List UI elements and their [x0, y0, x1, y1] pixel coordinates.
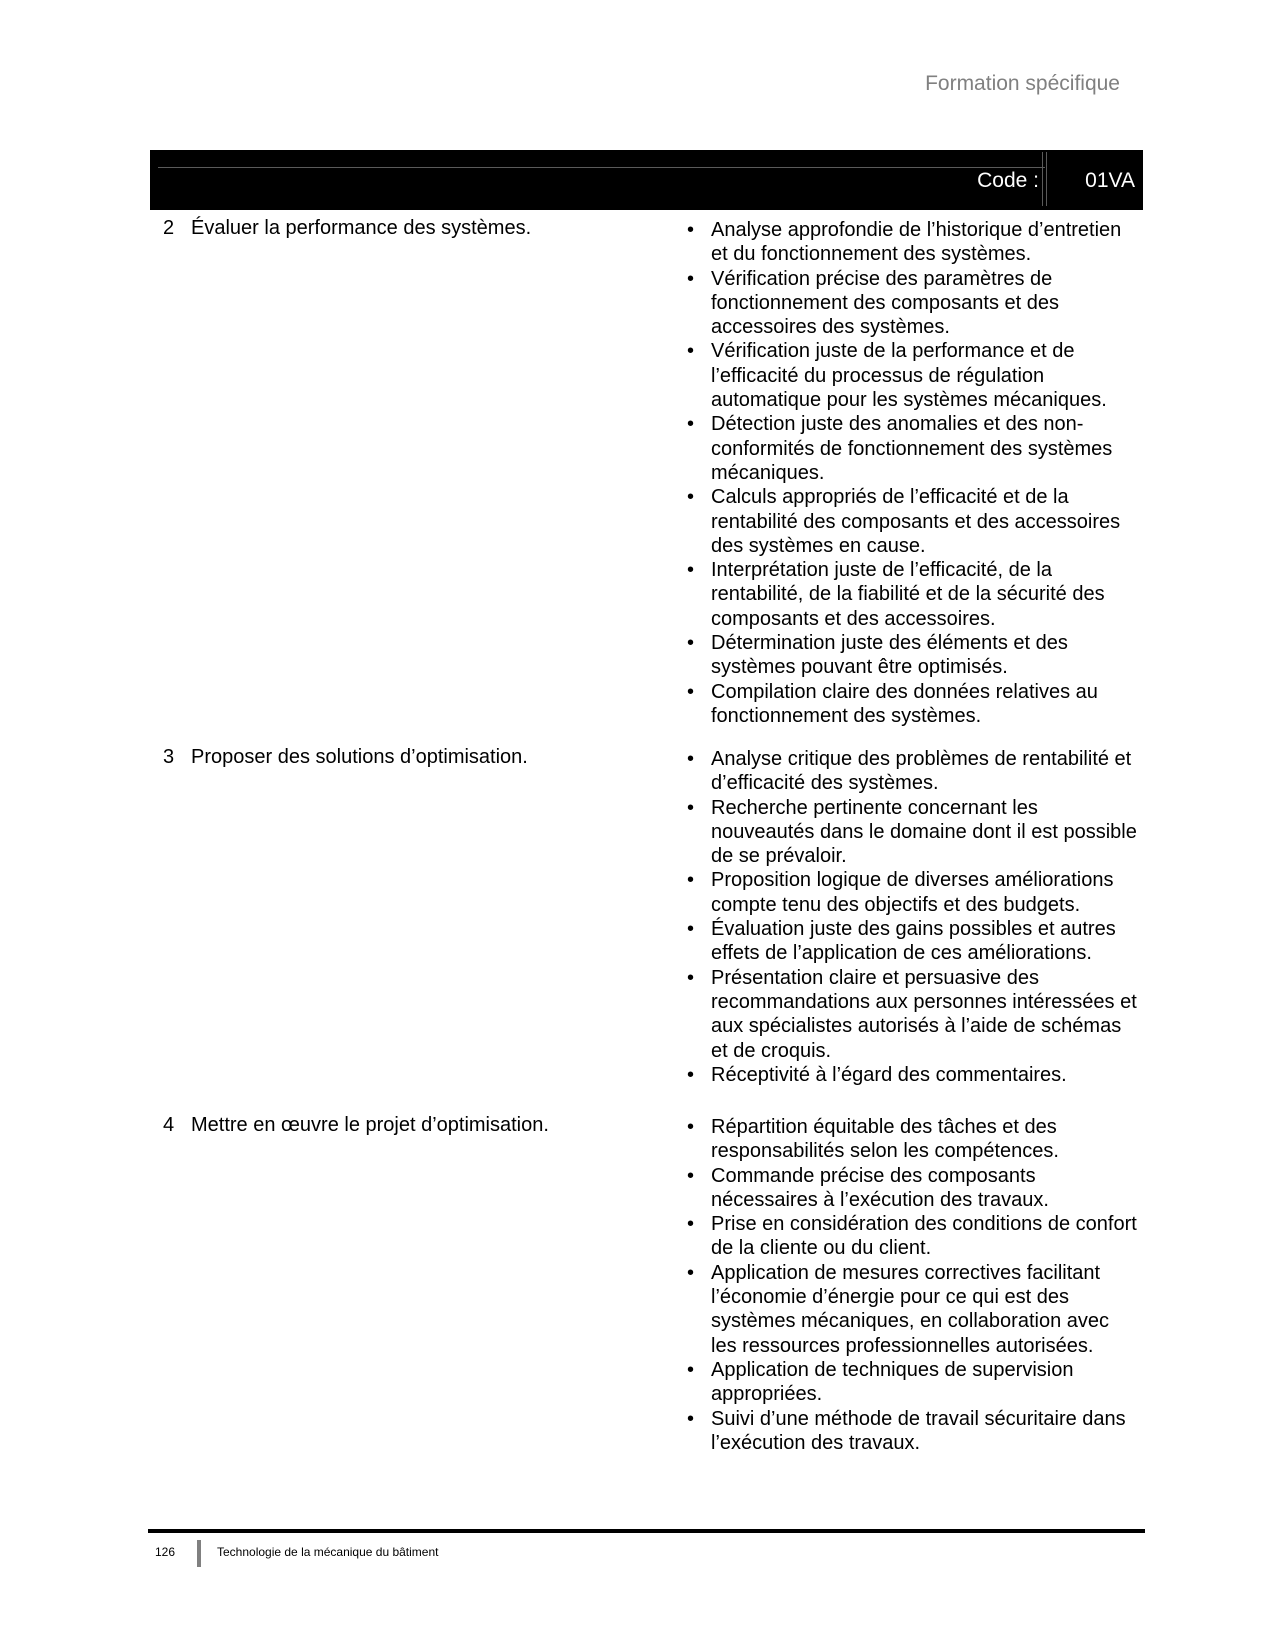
criterion-item: • Réceptivité à l’égard des commentaires.: [680, 1063, 1140, 1087]
criterion-item: • Suivi d’une méthode de travail sécuritaire dans l’exécution des travaux.: [680, 1407, 1140, 1456]
criterion-item: • Prise en considération des conditions de confort de la cliente ou du client.: [680, 1212, 1140, 1261]
criterion-item: • Détection juste des anomalies et des non-conformités de fonctionnement des systèmes mécaniques.: [680, 412, 1140, 485]
footer-rule: [148, 1529, 1145, 1533]
footer-document-title: Technologie de la mécanique du bâtiment: [217, 1545, 439, 1559]
criterion-item: • Interprétation juste de l’efficacité, de la rentabilité, de la fiabilité et de la sécurité des composants et des accessoires.: [680, 558, 1140, 631]
criterion-item: • Présentation claire et persuasive des recommandations aux personnes intéressées et aux spécialistes autorisés à l’aide de schémas et de croquis.: [680, 966, 1140, 1063]
element-number: 3: [163, 746, 175, 768]
element-label: Mettre en œuvre le projet d’optimisation.: [191, 1114, 549, 1136]
criterion-item: • Vérification précise des paramètres de fonctionnement des composants et des accessoires des systèmes.: [680, 267, 1140, 340]
element-label: Proposer des solutions d’optimisation.: [191, 746, 528, 768]
element-number: 4: [163, 1114, 175, 1136]
element-label: Évaluer la performance des systèmes.: [191, 217, 532, 239]
criterion-item: • Calculs appropriés de l’efficacité et de la rentabilité des composants et des accessoires des systèmes en cause.: [680, 485, 1140, 558]
criterion-item: • Compilation claire des données relatives au fonctionnement des systèmes.: [680, 680, 1140, 729]
element-number: 2: [163, 217, 175, 239]
criterion-item: • Recherche pertinente concernant les nouveautés dans le domaine dont il est possible de se prévaloir.: [680, 796, 1140, 869]
page-number: 126: [155, 1545, 176, 1559]
criterion-item: • Vérification juste de la performance et de l’efficacité du processus de régulation automatique pour les systèmes mécaniques.: [680, 339, 1140, 412]
code-bar-divider: [1046, 152, 1047, 206]
criterion-item: • Analyse critique des problèmes de rentabilité et d’efficacité des systèmes.: [680, 747, 1140, 796]
code-bar: [150, 150, 1143, 210]
element-title: [163, 216, 531, 240]
criterion-item: • Application de techniques de supervision appropriées.: [680, 1358, 1140, 1407]
element-title: [163, 745, 528, 769]
criterion-item: • Commande précise des composants nécessaires à l’exécution des travaux.: [680, 1164, 1140, 1213]
criterion-item: • Évaluation juste des gains possibles et autres effets de l’application de ces améliorations.: [680, 917, 1140, 966]
criterion-item: • Analyse approfondie de l’historique d’entretien et du fonctionnement des systèmes.: [680, 218, 1140, 267]
performance-criteria-list: [680, 218, 1140, 728]
code-label: Code :: [977, 169, 1039, 192]
criterion-item: • Détermination juste des éléments et des systèmes pouvant être optimisés.: [680, 631, 1140, 680]
page-header-title: Formation spécifique: [925, 72, 1120, 95]
criterion-item: • Application de mesures correctives facilitant l’économie d’énergie pour ce qui est des systèmes mécaniques, en collaboration avec les ressources professionnelles autorisées.: [680, 1261, 1140, 1358]
element-title: [163, 1113, 549, 1137]
performance-criteria-list: [680, 1115, 1140, 1455]
code-bar-divider: [1042, 152, 1043, 206]
code-bar-rule: [158, 167, 1045, 168]
performance-criteria-list: [680, 747, 1140, 1087]
code-value: 01VA: [1085, 169, 1135, 192]
footer-divider: [197, 1540, 201, 1567]
criterion-item: • Proposition logique de diverses améliorations compte tenu des objectifs et des budgets.: [680, 868, 1140, 917]
criterion-item: • Répartition équitable des tâches et des responsabilités selon les compétences.: [680, 1115, 1140, 1164]
